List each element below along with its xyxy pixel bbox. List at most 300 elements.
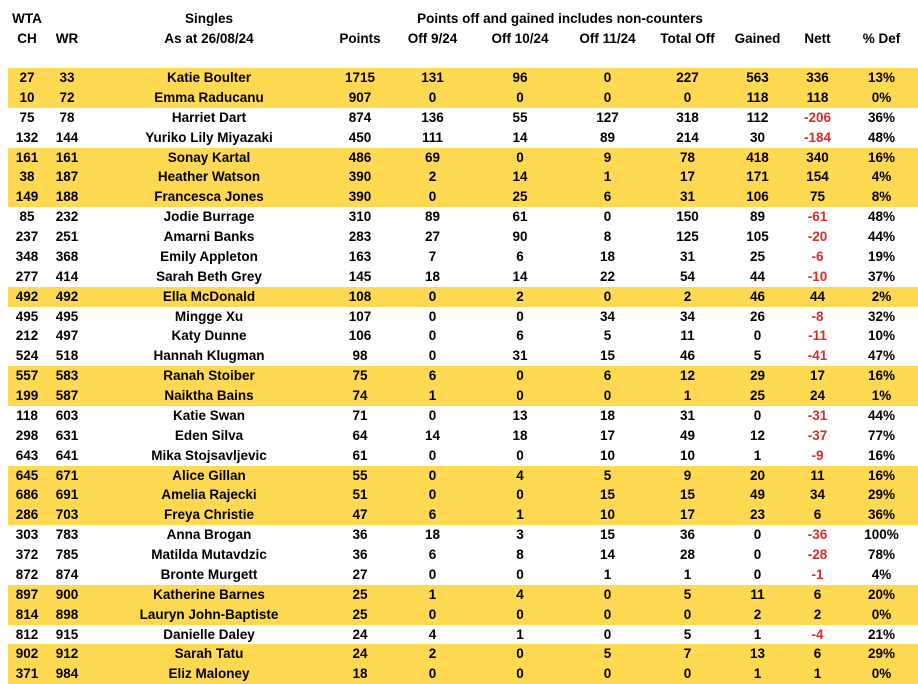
table-row [0, 625, 918, 645]
cell-off10: 0 [475, 148, 565, 168]
cell-off10: 90 [512, 229, 528, 244]
cell-wr: 583 [46, 366, 88, 386]
player-name: Katie Swan [172, 407, 246, 423]
cell-wr: 78 [59, 109, 75, 125]
cell-nett: -184 [804, 129, 832, 145]
cell-points: 75 [330, 366, 390, 386]
cell-points: 390 [330, 187, 390, 207]
cell-pct-def: 48% [868, 209, 896, 225]
cell-off11: 18 [599, 248, 616, 264]
cell-nett: 336 [790, 68, 845, 88]
cell-nett: -9 [811, 447, 824, 463]
cell-off10: 0 [516, 447, 524, 463]
cell-total-off: 5 [650, 585, 725, 605]
cell-nett: -36 [807, 527, 828, 543]
cell-total-off: 15 [650, 485, 725, 505]
cell-wr: 232 [55, 209, 79, 225]
cell-off9: 0 [428, 566, 437, 582]
cell-off11: 18 [599, 407, 616, 423]
table-row [0, 88, 918, 108]
cell-nett: 6 [790, 644, 845, 664]
cell-wr: 251 [55, 229, 79, 244]
cell-off11: 0 [565, 585, 650, 605]
cell-nett: -10 [807, 268, 828, 284]
cell-points: 98 [352, 348, 368, 364]
cell-wr: 33 [46, 68, 88, 88]
cell-pct-def: 44% [868, 229, 896, 244]
table-row [0, 525, 918, 545]
cell-wr: 603 [55, 407, 79, 423]
cell-off9: 0 [428, 308, 437, 324]
player-name: Naiktha Bains [88, 386, 330, 406]
left-gutter [0, 287, 8, 307]
table-row [0, 366, 918, 386]
left-gutter [0, 0, 8, 28]
cell-ch: 557 [8, 366, 46, 386]
left-gutter [0, 605, 8, 625]
cell-wr: 915 [55, 626, 79, 642]
cell-ch: 237 [15, 229, 39, 244]
cell-total-off: 150 [676, 209, 699, 225]
cell-pct-def: 78% [868, 547, 896, 562]
player-name: Amelia Rajecki [88, 485, 330, 505]
column-header-wr: WR [55, 31, 79, 46]
cell-off10: 25 [475, 187, 565, 207]
cell-off9: 0 [428, 328, 437, 344]
cell-wr: 671 [46, 466, 88, 486]
cell-off10: 0 [516, 308, 524, 324]
cell-pct-def: 16% [845, 466, 918, 486]
cell-wr: 492 [46, 287, 88, 307]
cell-gained: 0 [753, 407, 762, 423]
cell-points: 283 [348, 229, 372, 244]
table-row [0, 148, 918, 168]
cell-ch: 812 [15, 626, 39, 642]
cell-off9: 0 [390, 187, 475, 207]
cell-off9: 27 [424, 229, 441, 244]
cell-ch: 814 [8, 605, 46, 625]
table-row [0, 247, 918, 267]
cell-nett: -28 [807, 547, 828, 562]
left-gutter [0, 88, 8, 108]
table-body [0, 68, 918, 684]
cell-nett: -41 [807, 348, 828, 364]
cell-pct-def: 21% [868, 626, 896, 642]
left-gutter [0, 386, 8, 406]
cell-gained: 26 [749, 308, 766, 324]
player-name: Sonay Kartal [88, 148, 330, 168]
cell-off10: 0 [475, 644, 565, 664]
cell-off10: 18 [512, 427, 528, 443]
header-row-2 [0, 28, 918, 49]
player-name: Heather Watson [88, 167, 330, 187]
cell-pct-def: 20% [845, 585, 918, 605]
cell-points: 107 [348, 308, 372, 324]
cell-off11: 17 [599, 427, 616, 443]
cell-gained: 25 [749, 248, 766, 264]
left-gutter [0, 148, 8, 168]
header-wta: WTA [12, 11, 42, 26]
cell-off11: 8 [603, 229, 612, 244]
cell-off10: 55 [512, 109, 528, 125]
cell-points: 1715 [330, 68, 390, 88]
cell-off11: 0 [603, 626, 612, 642]
table-row [0, 187, 918, 207]
cell-off11: 0 [565, 664, 650, 684]
cell-pct-def: 36% [845, 505, 918, 525]
player-name: Freya Christie [88, 505, 330, 525]
player-name: Mika Stojsavljevic [151, 447, 267, 463]
cell-ch: 643 [15, 447, 39, 463]
column-header-total-off: Total Off [660, 31, 715, 46]
cell-off11: 22 [599, 268, 616, 284]
cell-off10: 6 [516, 248, 524, 264]
cell-nett: 34 [790, 485, 845, 505]
cell-off11: 15 [599, 527, 616, 543]
cell-gained: 29 [725, 366, 790, 386]
cell-gained: 171 [725, 167, 790, 187]
player-name: Emily Appleton [160, 248, 258, 264]
cell-off11: 6 [565, 366, 650, 386]
left-gutter [0, 247, 8, 267]
cell-points: 36 [352, 527, 368, 543]
player-name: Matilda Mutavdzic [151, 547, 267, 562]
cell-off9: 111 [421, 129, 444, 145]
cell-pct-def: 100% [864, 527, 899, 543]
cell-off11: 1 [565, 167, 650, 187]
table-row [0, 346, 918, 366]
player-name: Bronte Murgett [160, 566, 258, 582]
cell-points: 47 [330, 505, 390, 525]
column-header-off-11-24: Off 11/24 [579, 31, 636, 46]
left-gutter [0, 346, 8, 366]
cell-gained: 0 [753, 328, 762, 344]
left-gutter [0, 267, 8, 287]
cell-gained: 0 [753, 547, 762, 562]
cell-ch: 645 [8, 466, 46, 486]
cell-points: 51 [330, 485, 390, 505]
cell-gained: 20 [725, 466, 790, 486]
cell-nett: 6 [790, 585, 845, 605]
cell-total-off: 17 [650, 505, 725, 525]
cell-ch: 298 [15, 427, 39, 443]
table-row [0, 386, 918, 406]
column-header-nett: Nett [804, 31, 831, 46]
cell-off9: 0 [428, 447, 437, 463]
cell-total-off: 49 [679, 427, 696, 443]
cell-total-off: 0 [650, 664, 725, 684]
cell-points: 64 [352, 427, 368, 443]
cell-wr: 161 [46, 148, 88, 168]
cell-total-off: 5 [683, 626, 692, 642]
cell-ch: 27 [8, 68, 46, 88]
cell-off10: 0 [475, 485, 565, 505]
left-gutter [0, 565, 8, 585]
cell-off11: 0 [565, 386, 650, 406]
cell-off11: 10 [565, 505, 650, 525]
cell-total-off: 125 [676, 229, 699, 244]
cell-wr: 495 [55, 308, 79, 324]
cell-points: 27 [352, 566, 368, 582]
cell-wr: 984 [46, 664, 88, 684]
cell-points: 74 [330, 386, 390, 406]
cell-off11: 5 [565, 466, 650, 486]
cell-total-off: 0 [650, 605, 725, 625]
cell-gained: 25 [725, 386, 790, 406]
cell-gained: 118 [725, 88, 790, 108]
cell-gained: 23 [725, 505, 790, 525]
cell-off10: 0 [475, 386, 565, 406]
left-gutter [0, 406, 8, 426]
cell-off9: 18 [424, 268, 441, 284]
cell-points: 61 [352, 447, 368, 463]
cell-wr: 414 [55, 268, 79, 284]
cell-wr: 72 [46, 88, 88, 108]
cell-off11: 9 [565, 148, 650, 168]
cell-wr: 783 [55, 527, 79, 543]
cell-total-off: 28 [679, 547, 696, 562]
cell-total-off: 227 [650, 68, 725, 88]
cell-points: 874 [348, 109, 372, 125]
cell-off11: 127 [596, 109, 619, 125]
player-name: Jodie Burrage [163, 209, 255, 225]
cell-points: 450 [348, 129, 372, 145]
cell-points: 907 [330, 88, 390, 108]
cell-nett: 1 [790, 664, 845, 684]
cell-ch: 524 [15, 348, 39, 364]
cell-gained: 105 [746, 229, 769, 244]
cell-gained: 44 [749, 268, 766, 284]
cell-points: 145 [348, 268, 372, 284]
left-gutter [0, 505, 8, 525]
left-gutter [0, 227, 8, 247]
cell-nett: 75 [790, 187, 845, 207]
cell-gained: 0 [753, 566, 762, 582]
cell-ch: 348 [15, 248, 39, 264]
cell-gained: 112 [746, 109, 769, 125]
left-gutter [0, 585, 8, 605]
cell-total-off: 1 [683, 566, 692, 582]
cell-off10: 13 [512, 407, 528, 423]
player-name: Ella McDonald [88, 287, 330, 307]
left-gutter [0, 68, 8, 88]
cell-total-off: 31 [679, 248, 696, 264]
table-row [0, 287, 918, 307]
cell-gained: 1 [753, 447, 762, 463]
cell-wr: 368 [55, 248, 79, 264]
cell-total-off: 0 [650, 88, 725, 108]
table-row [0, 644, 918, 664]
cell-off10: 1 [516, 626, 524, 642]
cell-off10: 31 [512, 348, 528, 364]
cell-wr: 188 [46, 187, 88, 207]
left-gutter [0, 466, 8, 486]
cell-ch: 495 [15, 308, 39, 324]
player-name: Alice Gillan [88, 466, 330, 486]
cell-nett: -31 [807, 407, 828, 423]
cell-nett: -11 [808, 328, 827, 344]
left-gutter [0, 525, 8, 545]
cell-off9: 0 [428, 348, 437, 364]
cell-ch: 85 [19, 209, 35, 225]
cell-points: 36 [352, 547, 368, 562]
cell-total-off: 46 [679, 348, 696, 364]
cell-ch: 118 [16, 407, 38, 423]
cell-off11: 5 [565, 644, 650, 664]
left-gutter [0, 187, 8, 207]
cell-pct-def: 37% [868, 268, 896, 284]
player-name: Yuriko Lily Miyazaki [145, 129, 273, 145]
cell-wr: 874 [55, 566, 79, 582]
left-gutter [0, 28, 8, 49]
table-row [0, 167, 918, 187]
cell-off10: 0 [475, 366, 565, 386]
left-gutter [0, 446, 8, 466]
player-name: Hannah Klugman [153, 348, 265, 364]
cell-wr: 187 [46, 167, 88, 187]
cell-ch: 902 [8, 644, 46, 664]
cell-off10: 0 [475, 605, 565, 625]
cell-off9: 0 [390, 88, 475, 108]
cell-off10: 96 [475, 68, 565, 88]
player-name: Lauryn John-Baptiste [88, 605, 330, 625]
left-gutter [0, 426, 8, 446]
column-header-off-9-24: Off 9/24 [407, 31, 458, 46]
cell-nett: 2 [790, 605, 845, 625]
table-row [0, 227, 918, 247]
player-name: Eliz Maloney [88, 664, 330, 684]
cell-pct-def: 47% [868, 348, 896, 364]
table-row [0, 326, 918, 346]
cell-nett: -206 [804, 109, 832, 125]
cell-gained: 5 [753, 348, 762, 364]
table-row [0, 466, 918, 486]
cell-gained: 0 [753, 527, 762, 543]
cell-wr: 703 [46, 505, 88, 525]
cell-off9: 0 [390, 664, 475, 684]
cell-nett: 44 [790, 287, 845, 307]
cell-off11: 6 [565, 187, 650, 207]
cell-points: 108 [330, 287, 390, 307]
left-gutter [0, 167, 8, 187]
cell-points: 163 [348, 248, 372, 264]
cell-pct-def: 77% [868, 427, 896, 443]
cell-off10: 8 [516, 547, 524, 562]
cell-ch: 492 [8, 287, 46, 307]
cell-off9: 0 [390, 466, 475, 486]
table-row [0, 605, 918, 625]
cell-wr: 785 [55, 547, 79, 562]
cell-gained: 1 [725, 664, 790, 684]
player-name: Francesca Jones [88, 187, 330, 207]
cell-off11: 0 [565, 605, 650, 625]
table-row [0, 664, 918, 684]
cell-off9: 1 [390, 386, 475, 406]
cell-ch: 277 [15, 268, 39, 284]
column-header-gained: Gained [734, 31, 781, 46]
column-header-off-10-24: Off 10/24 [491, 31, 549, 46]
cell-ch: 38 [8, 167, 46, 187]
cell-gained: 1 [753, 626, 762, 642]
cell-points: 106 [348, 328, 372, 344]
player-name: Eden Silva [174, 427, 244, 443]
cell-pct-def: 48% [868, 129, 896, 145]
cell-ch: 161 [8, 148, 46, 168]
player-name: Mingge Xu [174, 308, 244, 324]
cell-off10: 14 [512, 268, 528, 284]
player-name: Danielle Daley [163, 626, 255, 642]
left-gutter [0, 128, 8, 148]
column-header-points: Points [339, 31, 381, 46]
cell-off9: 0 [390, 485, 475, 505]
table-row [0, 267, 918, 287]
cell-off11: 0 [603, 209, 612, 225]
cell-wr: 900 [46, 585, 88, 605]
cell-gained: 11 [725, 585, 790, 605]
cell-off9: 2 [390, 644, 475, 664]
left-gutter [0, 545, 8, 565]
cell-gained: 46 [725, 287, 790, 307]
cell-points: 25 [330, 605, 390, 625]
cell-nett: -37 [807, 427, 828, 443]
cell-nett: 6 [790, 505, 845, 525]
cell-pct-def: 16% [868, 447, 896, 463]
table-row [0, 128, 918, 148]
cell-off10: 4 [475, 466, 565, 486]
player-name: Sarah Tatu [88, 644, 330, 664]
cell-off10: 0 [475, 664, 565, 684]
cell-points: 25 [330, 585, 390, 605]
table-row [0, 545, 918, 565]
cell-points: 55 [330, 466, 390, 486]
cell-off11: 0 [565, 287, 650, 307]
cell-ch: 75 [19, 109, 35, 125]
cell-off11: 0 [565, 88, 650, 108]
cell-wr: 497 [55, 328, 79, 344]
column-header-ch: CH [17, 31, 37, 46]
cell-total-off: 318 [676, 109, 699, 125]
cell-wr: 631 [55, 427, 79, 443]
cell-wr: 518 [55, 348, 79, 364]
cell-nett: -8 [811, 308, 824, 324]
cell-nett: 17 [790, 366, 845, 386]
cell-off10: 6 [516, 328, 524, 344]
cell-wr: 691 [46, 485, 88, 505]
header-row-1 [0, 0, 918, 28]
left-gutter [0, 307, 8, 327]
player-name: Harriet Dart [171, 109, 247, 125]
cell-off11: 15 [565, 485, 650, 505]
cell-total-off: 17 [650, 167, 725, 187]
cell-nett: -1 [811, 566, 824, 582]
cell-off10: 2 [475, 287, 565, 307]
cell-wr: 898 [46, 605, 88, 625]
cell-off9: 7 [428, 248, 437, 264]
cell-nett: 11 [790, 466, 845, 486]
cell-nett: -20 [807, 229, 828, 244]
cell-points: 24 [330, 644, 390, 664]
cell-nett: 24 [790, 386, 845, 406]
left-gutter [0, 625, 8, 645]
cell-off10: 14 [512, 129, 528, 145]
player-name: Amarni Banks [163, 229, 255, 244]
cell-off9: 6 [390, 366, 475, 386]
column-header-as-at: As at 26/08/24 [164, 31, 254, 46]
cell-ch: 371 [8, 664, 46, 684]
cell-wr: 912 [46, 644, 88, 664]
player-name: Emma Raducanu [88, 88, 330, 108]
header-singles: Singles [184, 11, 233, 26]
